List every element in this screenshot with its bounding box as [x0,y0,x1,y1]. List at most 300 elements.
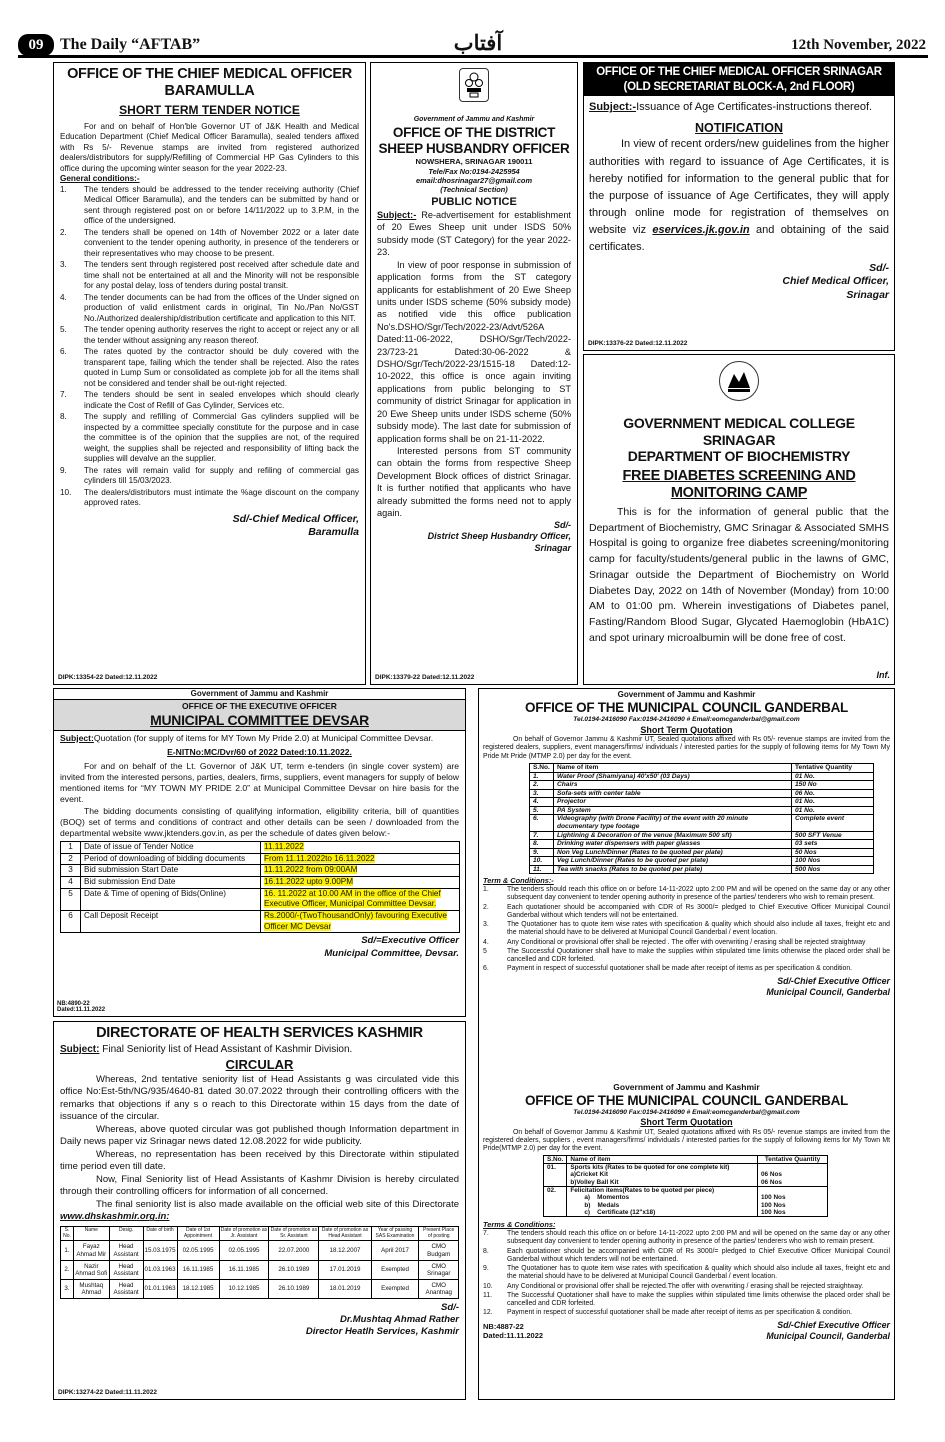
signatory-place: Srinagar [846,288,889,301]
col-header: S. No. [61,1226,74,1241]
cell: 02.05.1995 [177,1241,219,1260]
devsar-quotation-notice [53,688,466,1017]
cell: Date of issue of Tender Notice [81,842,261,854]
cmo-srinagar-notification [583,62,895,351]
dipk-number: DIPK:13354-22 Dated:12.11.2022 [58,673,158,681]
cell: Date & Time of opening of Bids(Online) [81,888,261,910]
cell: b) Medals [584,1201,620,1209]
signatory-place: Municipal Council, Ganderbal [766,1331,890,1341]
col-header: S.No. [544,1155,567,1163]
cell: 18.01.2019 [319,1279,371,1298]
camp-title: FREE DIABETES SCREENING AND [622,467,856,484]
cell: 4 [61,877,81,889]
table-row [530,848,874,857]
highlighted-value: 11.11.2022 [264,842,304,852]
cell: CMO Anantnag [419,1279,459,1298]
body-paragraph-1: In view of poor response in submission of application forms from the ST category applicants for establishment of 20 Ewe Sheep units under ISDS scheme (50% subsidy mode) as notified vide this office publication No's.DSHO/Sgr/Tech/2022-23/Advt/526A Dated:11-06-2022, DSHO/Sgr/Tech/2022-23/723-21 Dated:30-06-2022 & DSHO/Sgr/Tech/2022-23/1515-18 Dated:12-10-2022, this office is once again inviting applications from public belonging to ST community of district Srinagar for application in 20 Ewe Sheep units under ISDS scheme (50% subsidy mode). The last date for submission of application forms shall be on 21-11-2022. [377,259,571,444]
table-row [530,781,874,790]
cell: Sofa-sets with center table [554,789,792,798]
signatory-place: Srinagar [534,542,571,553]
list-item [483,1309,890,1317]
cell [261,877,460,889]
cell: 22.07.2000 [269,1241,319,1260]
emblem-icon [459,68,489,102]
website-link[interactable]: eservices.jk.gov.in [652,223,750,236]
item-number: 1. [60,184,67,194]
list-item [483,1230,890,1247]
cell [261,911,460,933]
col-header: Name of item [567,1155,758,1163]
cell: 01.01.1963 [143,1279,177,1298]
list-item [483,1248,890,1265]
cell: 100 Nos [761,1201,786,1209]
list-item [60,488,359,509]
cell: 01.03.1963 [143,1260,177,1279]
subject-label: Subject: [60,1044,100,1056]
cell: 1. [530,772,554,781]
inf-mark: Inf. [876,670,890,681]
item-number: 4. [483,938,489,946]
col-header: Date of promotion as Head Assistant [319,1226,371,1241]
signatory-place: Baramulla [308,526,359,539]
table-row [530,815,874,831]
body-paragraph-2: The bidding documents consisting of qualifying information, eligibility criteria, bill of quantities (BOQ) set of terms and conditions of contract and other details can be seen / downloaded from the departmental website www.jktenders.gov.in, as per the schedule of dates given below:- [60,805,459,838]
item-text: Any Conditional or provisional offer shall be rejected.The offer with overwriting / erasing shall be rejected straightway. [507,1282,864,1290]
table-row [544,1163,828,1186]
list-item [483,1265,890,1282]
cell: 100 Nos [761,1194,786,1202]
gov-line: Government of Jammu and Kashmir [413,116,535,123]
sheep-husbandry-notice [370,62,578,685]
list-item [60,347,359,389]
cell: 26.10.1989 [269,1279,319,1298]
notice-title: OFFICE OF THE CHIEF MEDICAL OFFICER BARAMULLA [67,66,352,100]
office-phone: Tele/Fax No:0194-2425954 [428,166,520,176]
cell: 10. [530,857,554,866]
subject-line [377,209,571,259]
terms-list [483,1230,890,1318]
sd-mark: Sd/- [441,1302,459,1314]
item-number: 3. [483,921,489,929]
item-number: 2. [60,227,67,237]
cell: Complete event [792,815,874,831]
col-header: Tentative Quantity [792,763,874,772]
cell: Veg Lunch/Dinner (Rates to be quoted per plate) [554,857,792,866]
col-header: Date of promotion as Jr. Assistant [219,1226,269,1241]
table-row [61,865,460,877]
nb-number: NB:4887-22 [483,1321,524,1331]
col-header: Date of birth [143,1226,177,1241]
cell [261,853,460,865]
notification-heading: NOTIFICATION [695,121,783,136]
item-number: 6. [483,965,489,973]
item-number: 9. [60,465,67,475]
table-row [530,806,874,815]
highlighted-value: 16. 11.2022 at 10.00 AM in the office of the Chief Executive Officer, Municipal Committee Devsar. [264,888,441,909]
cell: 9. [530,848,554,857]
list-item [483,921,890,938]
cell: Non Veg Lunch/Dinner (Rates to be quoted per plate) [554,848,792,857]
cell: c) Certificate (12"x18) [584,1209,656,1217]
item-text: The rates quoted by the contractor should be duly covered with the transparent tape, failing which the tender shall be rejected. Also the rates quoted in Lump Sum or consolidated as complete job for all the items shall not be considered and tender shall be out-right rejected. [84,347,359,388]
highlighted-value: From 11.11.2022to 16.11.2022 [264,853,375,863]
col-header: Desig. [109,1226,143,1241]
cell: 2. [61,1260,74,1279]
website-link[interactable]: www.dhskashmir.org.in: [60,1211,170,1223]
conditions-list [60,185,359,509]
gmc-diabetes-camp [583,354,895,685]
signatory: Sd/-Chief Executive Officer [777,1319,890,1330]
cell: 26.10.1989 [269,1260,319,1279]
issue-date: 12th November, 2022 [791,37,926,53]
page-number: 09 [18,34,54,56]
newspaper-logo: آفتاب [453,30,503,55]
list-item [60,390,359,411]
conditions-label: General conditions:- [60,174,140,184]
office-contact: Tel.0194-2416090 Fax:0194-2416090 # Email:eomcganderbal@gmail.com [573,1108,800,1116]
cell: Exempted [371,1279,419,1298]
item-number: 11. [483,1291,493,1299]
notification-body-end: and obtaining of the said certificates. [589,223,889,253]
item-text: Any Conditional or provisional offer shall be rejected . The offer with overwriting / erasing shall be rejected straightway [507,938,866,946]
item-text: Payment in respect of successful quotationer shall be made after receipt of items as per specification & condition. [507,965,853,973]
subject-text: Re-advertisement for establishment of 20 Ewes Sheep unit under ISDS 50% subsidy mode (ST Category) for the year 2022-23. [377,210,571,258]
cell: 03 sets [792,840,874,849]
item-text: The supply and refilling of Commercial Gas cylinders supplied will be inspected by a committee specially constitute for the purpose and in case the committee is of the opinion that the supplies are not, of the required weight, the supplies shall be rejected and responsibility of lifting back the supplies will devalve an the supplier. [84,412,359,464]
cell: 7. [530,831,554,840]
cell: April 2017 [371,1241,419,1260]
cell: 06 Nos [761,1171,782,1179]
col-header: Year of passing SAS Examination [371,1226,419,1241]
notification-body: In view of recent orders/new guidelines from the higher authorities with regard to issuance of Age Certificates, it is hereby notified for information to the general public that for the purpose of issuance of Age Certificates, they will apply through online mode for registration of themselves on website viz [589,138,889,236]
list-item [483,886,890,903]
item-number: 4. [60,292,67,302]
list-item [60,325,359,346]
notice-title: OFFICE OF THE MUNICIPAL COUNCIL GANDERBAL [525,700,848,716]
table-row [61,911,460,933]
subject-label: Subject: [60,732,94,743]
signatory: District Sheep Husbandry Officer, [427,531,571,542]
quotation-heading: Short Term Quotation [640,1117,733,1128]
item-text: The tenders sent through registered post received after schedule date and time shall not be entertained at all and the Minority will not be responsible for any postal delay, loss of tenders during postal transit. [84,260,359,291]
baramulla-tender-notice [53,62,366,685]
item-number: 5. [60,325,67,335]
cell [261,888,460,910]
ganderbal-quotation-1 [478,688,895,1081]
public-notice-heading: PUBLIC NOTICE [431,195,517,208]
notice-title: OFFICE OF THE CHIEF MEDICAL OFFICER SRINAGAR [596,66,882,78]
cell: 02. [544,1187,567,1217]
item-number: 9. [483,1265,489,1273]
body-paragraph-1: Whereas, 2nd tentative seniority list of Head Assistants g was circulated vide this office No:Est-5th/NG/935/4640-81 dated 30.07.2022 through their controlling officers with the remarks that objections if any s o reach to this Directorate within 15 days from the date of issuance of the circular. [60,1073,459,1123]
item-text: The tender opening authority reserves the right to accept or reject any or all the tender without assigning any reason thereof. [84,325,359,345]
items-table [543,1155,828,1218]
item-number: 6. [60,347,67,357]
signatory: Sd/-Chief Medical Officer, [232,512,359,525]
cell: Felicitation items(Rates to be quoted per piece) [570,1187,715,1195]
item-text: The tender documents can be had from the offices of the Under signed on production of valid enlistment cards in original, Tin No./Pan No/GST No./Authorized dealership/distribution certificate and application to this NIT. [84,292,359,323]
table-row [61,888,460,910]
cell: 3 [61,865,81,877]
table-row [530,798,874,807]
table-row [544,1187,828,1217]
col-header: S.No. [530,763,554,772]
cell: 01. [544,1163,567,1186]
cell: 02.05.1995 [219,1241,269,1260]
cell: 4. [530,798,554,807]
sd-mark: Sd/- [869,261,889,274]
highlighted-value: 11.11.2022 from 09:00AM [264,865,358,875]
list-item [60,260,359,292]
cell: Head Assistant [109,1241,143,1260]
col-header: Date of promotion as Sr. Assistant [269,1226,319,1241]
cell: 5 [61,888,81,910]
cell: 1. [61,1241,74,1260]
cell: 5. [530,806,554,815]
table-row [61,853,460,865]
subject-label: Subject:- [377,210,417,220]
newspaper-name: The Daily “AFTAB” [60,36,201,53]
body-paragraph-4: Now, Final Seniority list of Head Assistants of Kashmr Division is hereby circulated through their controlling officers for information of all concerned. [60,1173,459,1198]
body-paragraph-2: Whereas, above quoted circular was got published though Information department in Daily news paper viz Srinagar news dated 12.08.2022 for wide publicity. [60,1123,459,1148]
cell: Fayaz Ahmad Mir [74,1241,110,1260]
item-number: 12. [483,1309,493,1317]
cell: 8. [530,840,554,849]
item-number: 10. [60,487,72,497]
cell: 11. [530,865,554,874]
col-header: Name of item [554,763,792,772]
cell: 150 No [792,781,874,790]
cell: 18.12.2007 [319,1241,371,1260]
table-row [530,865,874,874]
item-number: 7. [60,390,67,400]
notice-title-2: (OLD SECRETARIAT BLOCK-A, 2nd FLOOR) [623,80,855,93]
dipk-number: DIPK:13274-22 Dated:11.11.2022 [58,1388,158,1396]
cell: Water Proof (Shamiyana) 40'x50' (03 Days) [554,772,792,781]
dipk-number: DIPK:13376-22 Dated:12.11.2022 [588,339,688,347]
items-table [529,763,874,875]
seniority-table [60,1226,459,1299]
cell: 17.01.2019 [319,1260,371,1279]
table-row [61,842,460,854]
cell: CMO Budgam [419,1241,459,1260]
item-text: The Quotationer has to quote item wise rates with specification & quality which should also include all taxes, freight etc and the material should have to be delivered at Municipal Council Ganderbal / event location. [507,1265,890,1281]
cell: 100 Nos [792,857,874,866]
camp-body: This is for the information of general public that the Department of Biochemistry, GMC Srinagar & Associated SMHS Hospital is going to organize free diabetes screening/monitoring camp for faculty/students/general public in the lawns of GMC, Srinagar outside the Department of Biochemistry on World Diabetes Day, 2022 on 14th of November (Monday) from 10:00 AM to 01:00 pm. Wherein investigations of Diabetes panel, Fasting/Random Blood Sugar, Glycated Haemoglobin (HbA1C) and spot urinary microalbumin will be done free of cost. [589,505,889,644]
table-row [530,857,874,866]
item-text: The tenders should be sent in sealed envelopes which should clearly indicate the Cost of Refill of Gas Cylinder, Services etc. [84,390,359,410]
cell: 3. [61,1279,74,1298]
cell: 16.11.1985 [177,1260,219,1279]
cell: 100 Nos [761,1209,786,1217]
notice-subtitle: SHORT TERM TENDER NOTICE [119,103,300,118]
table-row [530,772,874,781]
cell: 500 SFT Venue [792,831,874,840]
signatory: Sd/-Chief Executive Officer [777,975,890,986]
camp-title-2: MONITORING CAMP [670,484,808,501]
cell: Mushtaq Ahmad [74,1279,110,1298]
cell: Period of downloading of bidding documents [81,853,261,865]
enit-number: E-NITNo:MC/Dvr/60 of 2022 Dated:10.11.2022. [167,746,352,757]
cell: 1 [61,842,81,854]
cell: Bid submission Start Date [81,865,261,877]
item-number: 2. [483,903,489,911]
cell: CMO Srinagar [419,1260,459,1279]
cell: Projector [554,798,792,807]
col-header: Tentative Quantity [758,1155,828,1163]
item-text: Payment in respect of successful quotationer shall be made after receipt of items as per specification & condition. [507,1309,853,1317]
list-item [483,1283,890,1291]
gov-line: Government of Jammu and Kashmir [613,1082,760,1092]
body-paragraph-1: For and on behalf of the Lt. Governor of J&K UT, term e-tenders (in single cover system) are invited from the interested persons, parties, dealers, firms, suppliers, event managers for supply of below mentioned items for “MY TOWN MY PRIDE 2.0” at Municipal Committee Devsar on hire basis for the event. [60,760,459,805]
list-item [483,904,890,921]
notice-title: OFFICE OF THE MUNICIPAL COUNCIL GANDERBAL [525,1092,848,1108]
cell: 18.12.1985 [177,1279,219,1298]
cell: Nazir Ahmad Sofi [74,1260,110,1279]
list-item [60,185,359,227]
item-number: 8. [483,1247,489,1255]
cell: Drinking water dispensers with paper glasses [554,840,792,849]
col-header: Present Place of posting [419,1226,459,1241]
item-text: The rates will remain valid for supply and refiling of commercial gas cylinders till 15/03/2023. [84,465,359,486]
cell: 6 [61,911,81,933]
cell: Sports kits (Rates to be quoted for one complete kit) [570,1163,730,1171]
cell: 500 Nos [792,865,874,874]
item-number: 8. [60,412,67,422]
highlighted-value: Rs.2000/-(TwoThousandOnly) favouring Executive Officer MC Devsar [264,911,447,931]
cell: 50 Nos [792,848,874,857]
item-number: 7. [483,1229,489,1237]
item-text: The Successful Quotationer shall have to make the supplies within stipulated time limits otherwise the placed order shall be cancelled and CDR forfeited. [507,947,890,964]
cell: 2. [530,781,554,790]
item-text: Each quotationer should be accompanied with CDR of Rs 3000/= pledged to Chief Executive Officer Municipal Council Ganderbal without which tenders will not be entertained. [507,1247,890,1263]
body-paragraph-2: Interested persons from ST community can obtain the forms from respective Sheep Development Block offices of district Srinagar. It is further notified that applicants who have already submitted the forms need not to apply again. [377,446,571,519]
cell: Videography (with Drone Facility) of the event with 20 minute documentary type footage [554,815,792,831]
cell [261,865,460,877]
item-number: 10. [483,1282,493,1290]
subject-label: Subject:- [589,101,637,114]
cell: 15.03.1975 [143,1241,177,1260]
list-item [483,948,890,965]
cell: 01 No. [792,806,874,815]
page-header [18,30,928,58]
table-row [530,789,874,798]
section-label: (Technical Section) [440,185,508,195]
cell: Head Assistant [109,1260,143,1279]
list-item [60,293,359,325]
list-item [60,228,359,260]
dipk-number: DIPK:13379-22 Dated:12.11.2022 [375,673,475,681]
office-email: email:dhosrinagar27@gmail.com [415,175,533,185]
nb-date: Dated:11.11.2022 [483,1330,544,1340]
cell: Bid submission End Date [81,877,261,889]
office-line: OFFICE OF THE EXECUTIVE OFFICER [182,701,337,712]
item-number: 1. [483,885,489,893]
terms-label: Term & Conditions:- [483,876,554,886]
item-text: The tenders should reach this office on or before 14-11-2022 upto 2:00 PM and will be opened on the same day or any other subsequent day convenient to tender opening authority in presence of the parties/ tenderers who wish to remain present. [507,885,890,902]
item-text: Each quotationer should be accompanied with CDR of Rs 3000/= pledged to Chief Executive Officer Municipal Council Ganderbal without which tenders will not be entertained. [507,903,890,919]
cell: 6. [530,815,554,831]
table-row [530,840,874,849]
table-row [61,1279,459,1298]
cell: 06 Nos [761,1178,782,1186]
notice-title: OFFICE OF THE DISTRICT SHEEP HUSBANDRY OFFICER [378,124,570,156]
list-item [483,939,890,947]
subject-line [589,99,889,116]
signatory-place: Municipal Committee, Devsar. [324,947,459,959]
list-item [60,466,359,487]
table-row [61,1241,459,1260]
signatory-place: Municipal Council, Ganderbal [766,987,890,997]
item-text: The tenders should reach this office on or before 14-11-2022 upto 2:00 PM and will be opened on the same day or any other subsequent day convenient to tender opening authority in presence of the parties/ tenderers who wish to remain present. [507,1229,890,1246]
college-title: GOVERNMENT MEDICAL COLLEGE SRINAGAR [623,415,855,448]
table-row [530,831,874,840]
item-text: The dealers/distributors must intimate the %age discount on the company approved rates. [84,487,359,508]
cell: 10.12.1985 [219,1279,269,1298]
signatory-place: Director Heatlh Services, Kashmir [305,1326,459,1338]
table-row [61,1260,459,1279]
cell: 06 No. [792,789,874,798]
nb-number: NB:4890-22 [57,1000,90,1007]
quotation-heading: Short Term Quotation [640,724,733,735]
notice-title: DIRECTORATE OF HEALTH SERVICES KASHMIR [96,1025,423,1041]
item-text: The tenders shall be opened on 14th of November 2022 or a later date convenient to the tender opening authority, in presence of the tenderers or their representatives who may choose to be present. [84,227,359,258]
item-text: The Successful Quotationer shall have to make the supplies within stipulated time limits otherwise the placed order shall be cancelled and CDR forfeited. [507,1291,890,1308]
ganderbal-quotation-2 [478,1081,895,1400]
intro-paragraph: On behalf of Governor Jammu & Kashmir UT, Sealed quotations affixed with Rs 05/- revenue stamps are invited from the registered dealers, suppliers, event managers/firms/ individuals / interested parties for the supply of following items for My Town My Pride Mt Pride (MTMP 2.0) per day for the event. [483,736,890,760]
cell: a)Cricket Kit [570,1171,608,1179]
notice-intro: For and on behalf of Hon'ble Governor UT of J&K Health and Medical Education Department (Chief Medical Officer Baramulla), sealed tenders affixed with Rs 5/- Revenue stamps are invited from registered authorized dealers/distributors for supply/Refilling of Commercial HP Gas Cylinders to this office during the upcoming winter season for the year 2022-23. [60,121,359,173]
terms-label: Terms & Conditions: [483,1220,556,1230]
col-header: Date of 1st Appointment [177,1226,219,1241]
cell [261,842,460,854]
cell: Exempted [371,1260,419,1279]
notice-title: MUNICIPAL COMMITTEE DEVSAR [150,712,369,729]
item-number: 5 [483,947,487,955]
circular-heading: CIRCULAR [225,1056,294,1072]
list-item [483,965,890,973]
cell: 3. [530,789,554,798]
item-text: The tenders should be addressed to the tender receiving authority (Chief Medical Officer Baramulla), and the tenders can be submitted by hand or sent through registered post on or before 14/11/2022 up to 3.P.M, in the office of the undersigned. [84,184,359,226]
list-item [483,1292,890,1309]
cell: a) Momentos [584,1194,630,1202]
signatory: Sd/=Executive Officer [361,935,459,947]
cell: PA System [554,806,792,815]
item-number: 3. [60,260,67,270]
cell: 16.11.1985 [219,1260,269,1279]
terms-list [483,886,890,974]
signatory: Chief Medical Officer, [782,275,889,288]
cell: 2 [61,853,81,865]
highlighted-value: 16.11.2022 upto 9.00PM [264,877,354,887]
table-row [61,877,460,889]
cell: 01 No. [792,772,874,781]
body-paragraph-3: Whereas, no representation has been received by this Directorate within stipulated time period even till date. [60,1148,459,1173]
subject-text: Quotation (for supply of items for MY Town My Pride 2.0) at Municipal Committee Devsar. [93,732,434,743]
cell: Chairs [554,781,792,790]
office-address: NOWSHERA, SRINAGAR 190011 [415,156,533,166]
body-paragraph-5: The final seniority list is also made available on the official web site of this Directorate [96,1198,459,1210]
gov-line: Government of Jammu and Kashmir [617,690,756,699]
cell: Lightining & Decoration of the venue (Maximum 500 sft) [554,831,792,840]
intro-paragraph: On behalf of Governor Jammu & Kashmir UT, Sealed quotations affixed with Rs 05/- revenue stamps are invited from the registered dealers, suppliers , event managers/firms/ individuals / interested parties for the supply of following items for My Town Mt Pride(MTMP 2.0) per day for the event. [483,1128,890,1153]
sd-mark: Sd/- [554,519,571,530]
dhs-circular [53,1021,466,1400]
cell: 01 No. [792,798,874,807]
list-item [60,412,359,465]
cell: Head Assistant [109,1279,143,1298]
subject-text: Issuance of Age Certificates-instructions thereof. [636,101,873,114]
